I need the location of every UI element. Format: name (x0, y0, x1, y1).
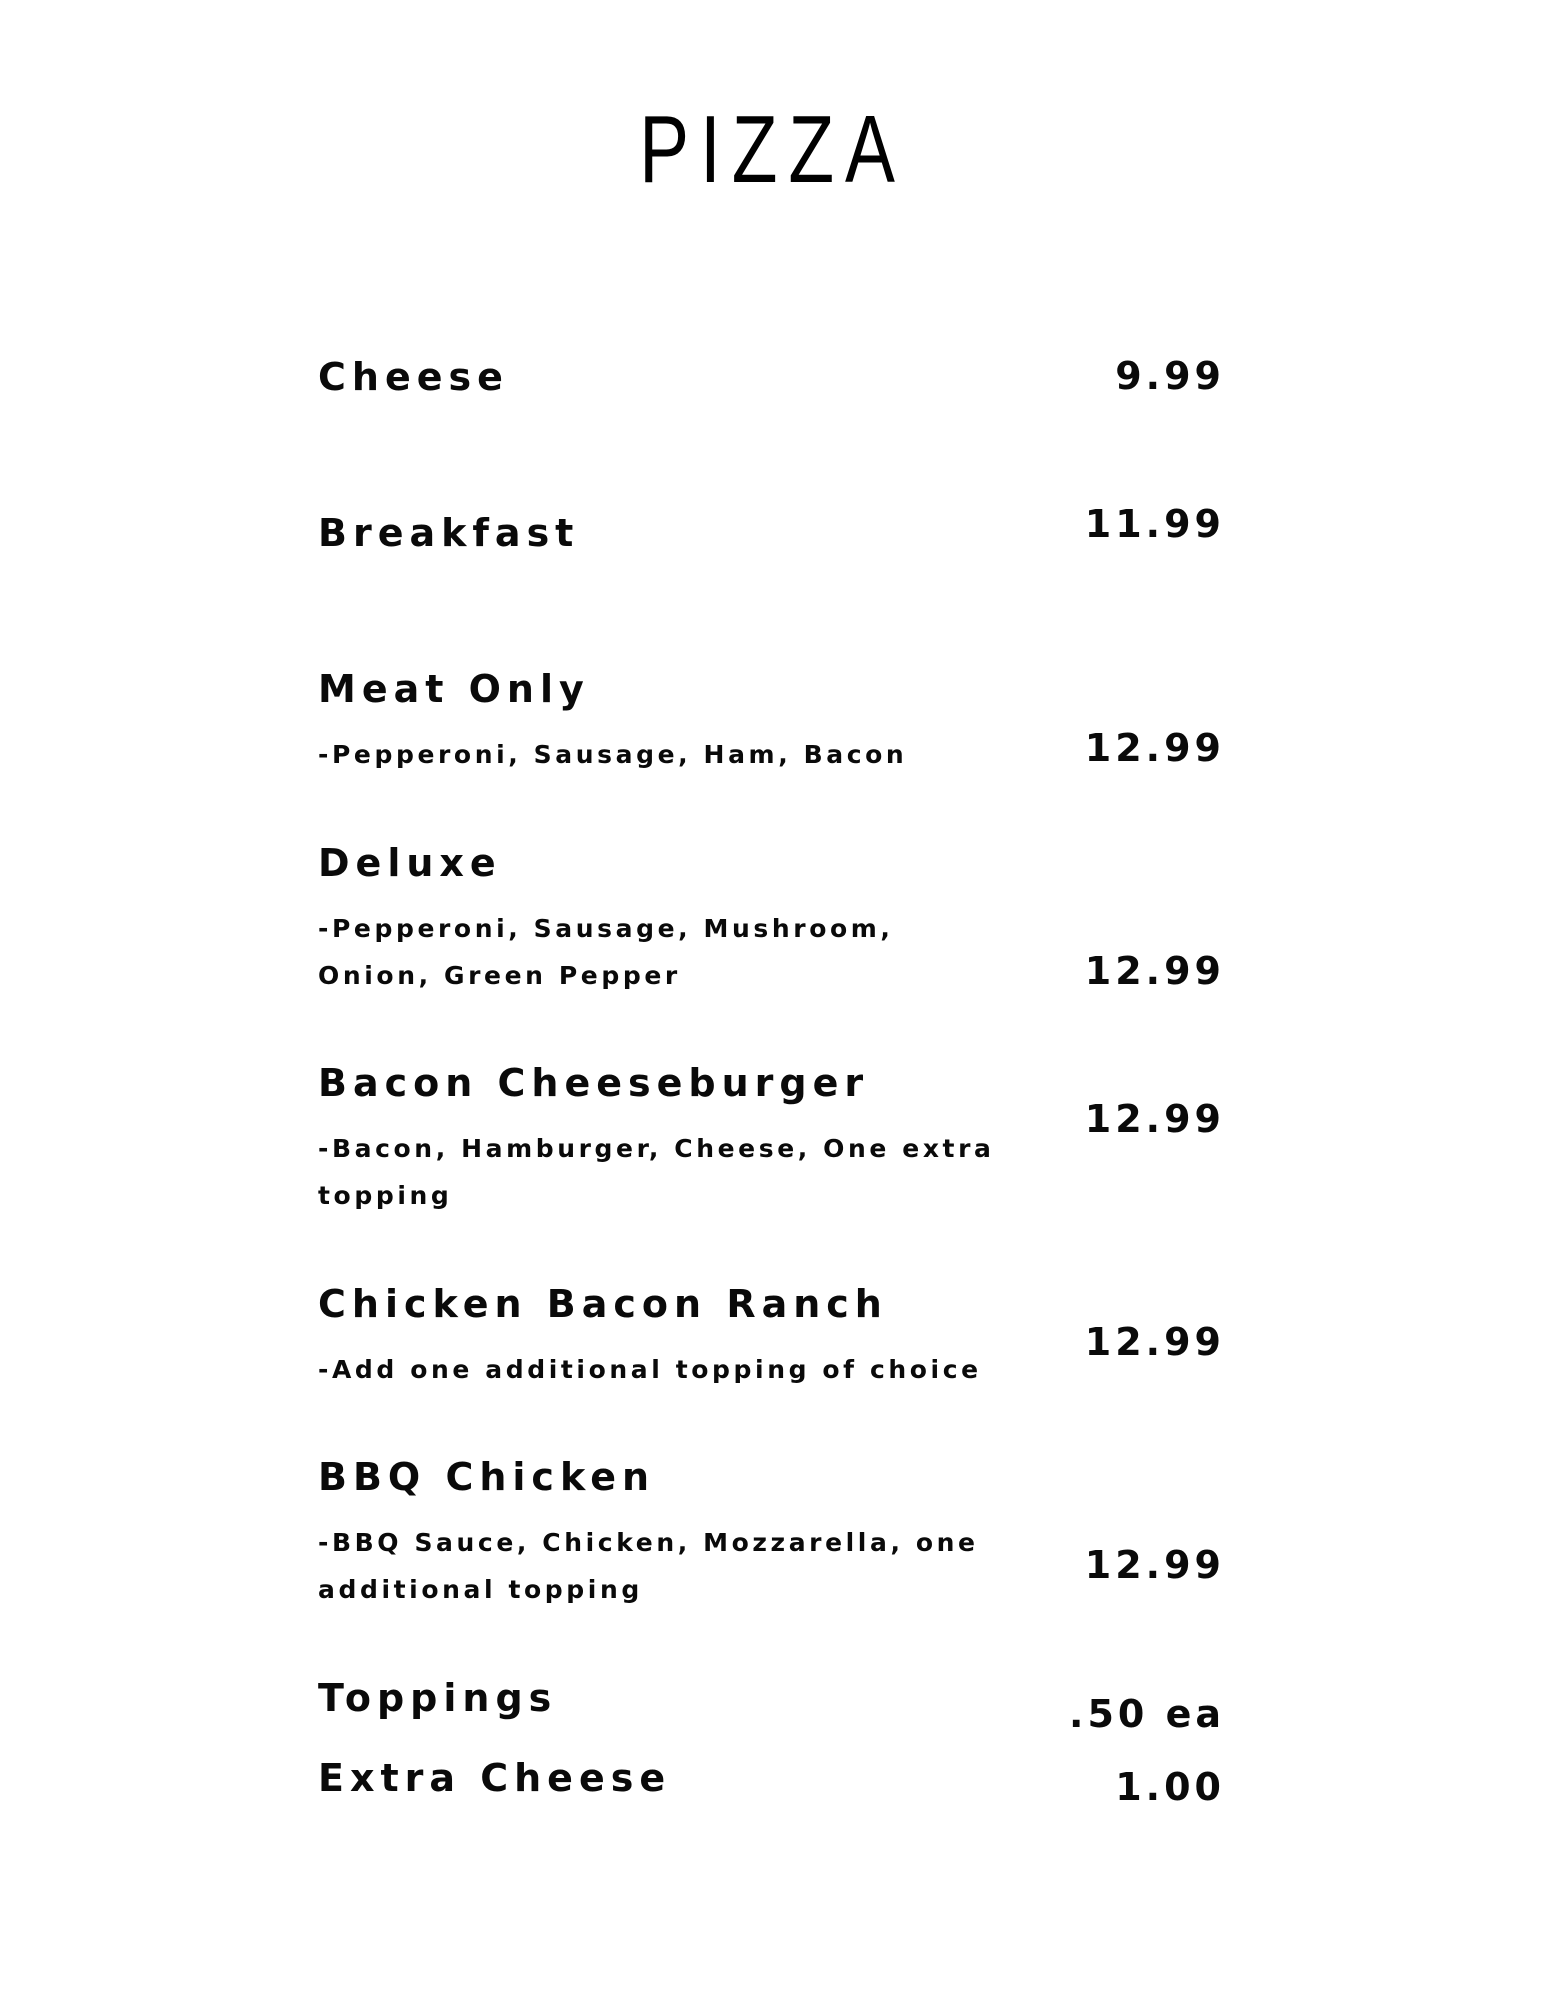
menu-item-name: Meat Only (318, 667, 590, 711)
menu-item-description: -Pepperoni, Sausage, Mushroom, (318, 914, 894, 943)
menu-item-price: .50 ea (1069, 1692, 1225, 1736)
menu-item-description: -Bacon, Hamburger, Cheese, One extra (318, 1134, 995, 1163)
menu-item-name: BBQ Chicken (318, 1455, 656, 1499)
menu-item-price: 12.99 (1084, 1543, 1225, 1587)
menu-item-price: 12.99 (1084, 726, 1225, 770)
menu-item-price: 1.00 (1115, 1765, 1225, 1809)
menu-item-description: Onion, Green Pepper (318, 961, 681, 990)
menu-item-description: topping (318, 1181, 453, 1210)
menu-item-name: Deluxe (318, 841, 502, 885)
menu-item-description: -Add one additional topping of choice (318, 1355, 982, 1384)
page-title: PIZZA (639, 96, 906, 203)
menu-item-name: Bacon Cheeseburger (318, 1061, 870, 1105)
menu-item-name: Extra Cheese (318, 1756, 672, 1800)
menu-item-price: 12.99 (1084, 1097, 1225, 1141)
menu-item-name: Toppings (318, 1676, 558, 1720)
menu-item-description: -BBQ Sauce, Chicken, Mozzarella, one (318, 1528, 979, 1557)
menu-item-price: 12.99 (1084, 1320, 1225, 1364)
menu-item-name: Breakfast (318, 511, 580, 555)
menu-item-name: Cheese (318, 355, 509, 399)
menu-item-description: additional topping (318, 1575, 643, 1604)
menu-item-description: -Pepperoni, Sausage, Ham, Bacon (318, 740, 908, 769)
menu-item-price: 11.99 (1084, 502, 1225, 546)
menu-item-price: 12.99 (1084, 949, 1225, 993)
menu-item-price: 9.99 (1115, 354, 1225, 398)
menu-item-name: Chicken Bacon Ranch (318, 1282, 888, 1326)
